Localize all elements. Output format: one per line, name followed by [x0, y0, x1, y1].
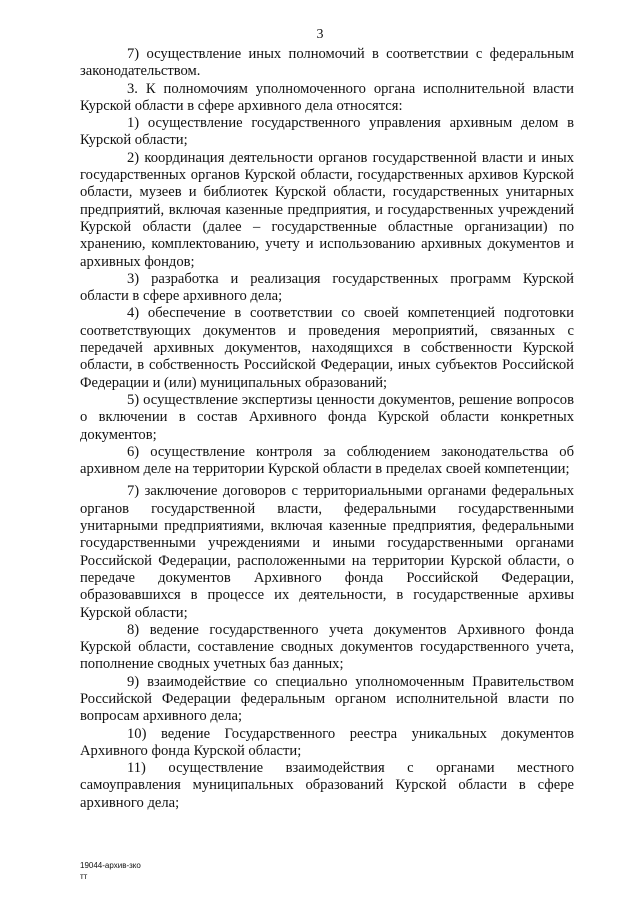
paragraph-item-6: 6) осуществление контроля за соблюдением законодательства об архивном деле на территории Курской области в пределах своей компетенции; — [80, 443, 574, 478]
paragraph-item-2: 2) координация деятельности органов государственной власти и иных государственных органов Курской области, государственных архивов Курской области, музеев и библиотек Курской области, государственных унитарных предприятий, включая казенные предприятия, и государственных учреждений Курской области (далее – государственные областные организации) по хранению, комплектованию, учету и использованию архивных документов и архивных фондов; — [80, 149, 574, 270]
paragraph-item-5: 5) осуществление экспертизы ценности документов, решение вопросов о включении в состав Архивного фонда Курской области конкретных документов; — [80, 391, 574, 443]
paragraph-item-4: 4) обеспечение в соответствии со своей компетенцией подготовки соответствующих документов и проведения мероприятий, связанных с передачей архивных документов, находящихся в собственности Курской области, в собственность Российской Федерации, иных субъектов Российской Федерации и (или) муниципальных образований; — [80, 305, 574, 391]
paragraph-item-10: 10) ведение Государственного реестра уникальных документов Архивного фонда Курской области; — [80, 725, 574, 759]
paragraph-item-8: 8) ведение государственного учета документов Архивного фонда Курской области, составление сводных документов государственного учета, пополнение сводных учетных баз данных; — [80, 621, 574, 673]
paragraph-item-9: 9) взаимодействие со специально уполномоченным Правительством Российской Федерации федеральным органом исполнительной власти по вопросам архивного дела; — [80, 673, 574, 725]
document-body — [80, 46, 574, 812]
footer-document-code: 19044-архив-зко — [80, 861, 141, 870]
paragraph-item-7-other-powers: 7) осуществление иных полномочий в соответствии с федеральным законодательством. — [80, 46, 574, 80]
paragraph-section-3-intro: 3. К полномочиям уполномоченного органа исполнительной власти Курской области в сфере архивного дела относятся: — [80, 80, 574, 114]
page-number: 3 — [316, 27, 324, 42]
paragraph-item-1: 1) осуществление государственного управления архивным делом в Курской области; — [80, 115, 574, 149]
paragraph-item-11: 11) осуществление взаимодействия с органами местного самоуправления муниципальных образований Курской области в сфере архивного дела; — [80, 760, 574, 811]
footer-initials: тт — [80, 872, 88, 881]
paragraph-item-3: 3) разработка и реализация государственных программ Курской области в сфере архивного дела; — [80, 270, 574, 305]
paragraph-item-7: 7) заключение договоров с территориальными органами федеральных органов государственной власти, федеральными государственными унитарными предприятиями, включая казенные предприятия, федеральными государственными учреждениями и иными государственными органами Российской Федерации, расположенными на территории Курской области, о передаче документов Архивного фонда Российской Федерации, образовавшихся в процессе их деятельности, в государственные архивы Курской области; — [80, 483, 574, 621]
document-footer — [80, 860, 141, 882]
